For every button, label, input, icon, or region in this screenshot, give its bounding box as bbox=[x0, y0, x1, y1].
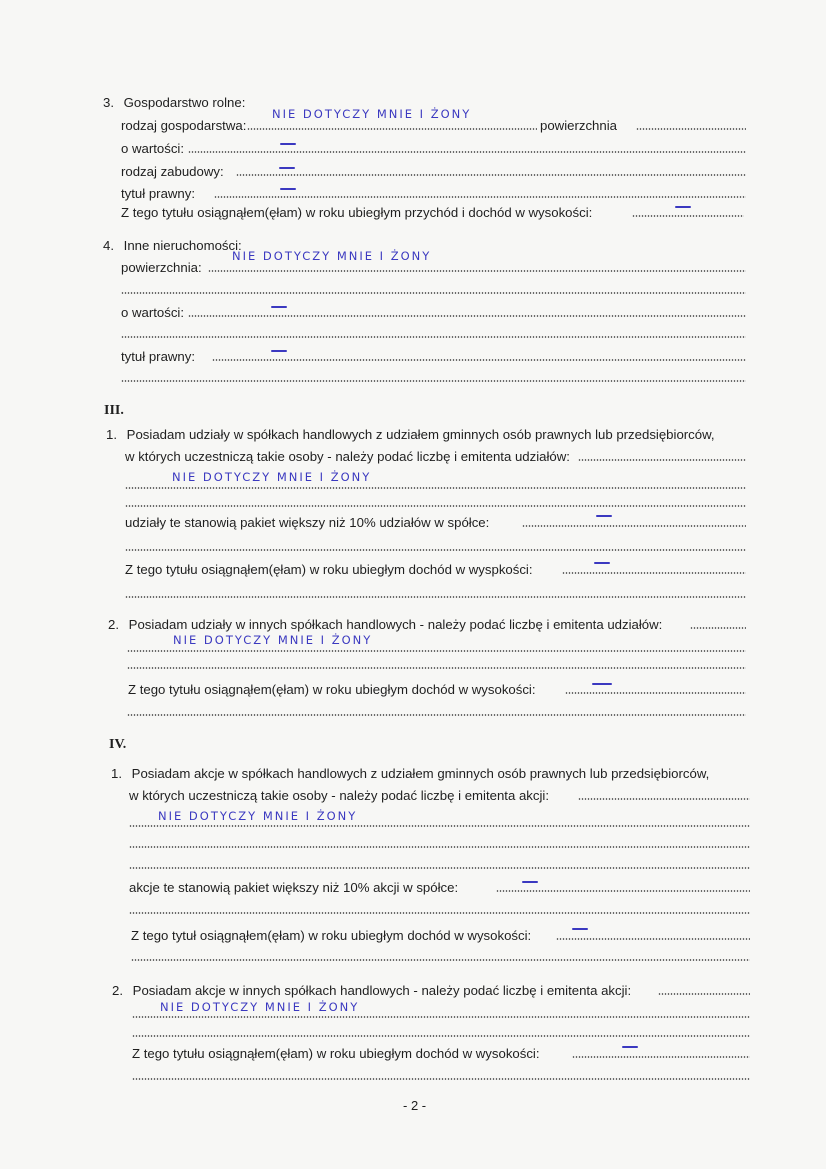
item4-heading-line bbox=[103, 236, 242, 256]
page-number: - 2 - bbox=[403, 1098, 427, 1113]
farm-type-label: rodzaj gospodarstwa: bbox=[121, 118, 247, 133]
continuation-line[interactable] bbox=[121, 380, 746, 382]
continuation-line[interactable] bbox=[129, 867, 750, 869]
stocks-field-line[interactable] bbox=[129, 825, 750, 827]
other-value-field[interactable] bbox=[188, 315, 746, 317]
item-number: 4. bbox=[103, 238, 114, 253]
continuation-line[interactable] bbox=[125, 596, 746, 598]
farm-type-handwritten: NIE DOTYCZY MNIE I ŻONY bbox=[272, 107, 472, 121]
item-text: Posiadam akcje w spółkach handlowych z udziałem gminnych osób prawnych lub przedsiębiorców, bbox=[131, 766, 710, 781]
section-heading-IV: IV. bbox=[109, 737, 127, 752]
other-area-field[interactable] bbox=[208, 270, 746, 272]
section-heading-III: III. bbox=[104, 403, 124, 418]
handwritten-dash bbox=[280, 188, 296, 190]
continuation-line[interactable] bbox=[132, 1035, 750, 1037]
sec4-item1-line2: w których uczestniczą takie osoby - należy podać liczbę i emitenta akcji: bbox=[129, 788, 549, 803]
continuation-line[interactable] bbox=[127, 667, 746, 669]
sec3-item2-income-field[interactable] bbox=[565, 692, 746, 694]
stocks-field[interactable] bbox=[578, 798, 750, 800]
bleed-through-text bbox=[120, 58, 320, 68]
handwritten-dash bbox=[594, 562, 610, 564]
pakiet-label: udziały te stanowią pakiet większy niż 10% udziałów w spółce: bbox=[125, 515, 490, 530]
other-shares-field-line[interactable] bbox=[127, 650, 746, 652]
continuation-line[interactable] bbox=[129, 912, 750, 914]
area-field[interactable] bbox=[636, 128, 746, 130]
stocks-pakiet-field[interactable] bbox=[496, 890, 750, 892]
income-label: Z tego tytułu osiągnąłem(ęłam) w roku ubiegłym przychód i dochód w wysokości: bbox=[121, 205, 593, 220]
continuation-line[interactable] bbox=[131, 959, 750, 961]
handwritten-dash bbox=[522, 881, 538, 883]
handwritten-dash bbox=[271, 306, 287, 308]
sec4-item2-income-field[interactable] bbox=[572, 1056, 750, 1058]
legal-title-label: tytuł prawny: bbox=[121, 186, 196, 201]
continuation-line[interactable] bbox=[132, 1078, 750, 1080]
other-shares-handwritten: NIE DOTYCZY MNIE I ŻONY bbox=[173, 633, 373, 647]
income-field[interactable] bbox=[632, 215, 744, 217]
farm-type-field[interactable] bbox=[247, 128, 537, 130]
handwritten-dash bbox=[271, 350, 287, 352]
shares-handwritten: NIE DOTYCZY MNIE I ŻONY bbox=[172, 470, 372, 484]
continuation-line[interactable] bbox=[121, 336, 746, 338]
sec3-income-field[interactable] bbox=[562, 572, 746, 574]
shares-field-line[interactable] bbox=[125, 487, 746, 489]
handwritten-dash bbox=[280, 143, 296, 145]
other-stocks-field[interactable] bbox=[658, 993, 750, 995]
handwritten-dash bbox=[622, 1046, 638, 1048]
continuation-line[interactable] bbox=[125, 549, 746, 551]
other-title-field[interactable] bbox=[212, 359, 746, 361]
sec4-item2-income-label: Z tego tytułu osiągnąłem(ęłam) w roku ubiegłym dochód w wysokości: bbox=[132, 1046, 540, 1061]
sec4-income-label: Z tego tytuł osiągnąłem(ęłam) w roku ubiegłym dochód w wysokości: bbox=[131, 928, 532, 943]
sec3-item2-income-label: Z tego tytułu osiągnąłem(ęłam) w roku ubiegłym dochód w wysokości: bbox=[128, 682, 536, 697]
continuation-line[interactable] bbox=[129, 846, 750, 848]
sec4-item1-line1 bbox=[111, 764, 709, 784]
sec4-item2-line1 bbox=[112, 981, 631, 1001]
other-area-handwritten: NIE DOTYCZY MNIE I ŻONY bbox=[232, 249, 432, 263]
other-stocks-handwritten: NIE DOTYCZY MNIE I ŻONY bbox=[160, 1000, 360, 1014]
sec3-item1-line2: w których uczestniczą takie osoby - należy podać liczbę i emitenta udziałów: bbox=[125, 449, 570, 464]
handwritten-dash bbox=[572, 928, 588, 930]
sec3-income-label: Z tego tytułu osiągnąłem(ęłam) w roku ubiegłym dochód w wyspkości: bbox=[125, 562, 533, 577]
building-field[interactable] bbox=[236, 174, 746, 176]
item-number: 2. bbox=[108, 617, 119, 632]
continuation-line[interactable] bbox=[121, 292, 746, 294]
item-number: 2. bbox=[112, 983, 123, 998]
item-number: 3. bbox=[103, 95, 114, 110]
continuation-line[interactable] bbox=[127, 714, 746, 716]
item-number: 1. bbox=[111, 766, 122, 781]
sec4-income-field[interactable] bbox=[556, 938, 750, 940]
pakiet-field[interactable] bbox=[522, 525, 746, 527]
area-label: powierzchnia bbox=[540, 118, 617, 133]
item-heading: Gospodarstwo rolne: bbox=[123, 95, 246, 110]
stocks-handwritten: NIE DOTYCZY MNIE I ŻONY bbox=[158, 809, 358, 823]
other-value-label: o wartości: bbox=[121, 305, 185, 320]
other-shares-field[interactable] bbox=[690, 627, 746, 629]
handwritten-dash bbox=[592, 683, 612, 685]
value-field[interactable] bbox=[188, 151, 746, 153]
sec3-item1-line1 bbox=[106, 425, 715, 445]
stocks-pakiet-label: akcje te stanowią pakiet większy niż 10% akcji w spółce: bbox=[129, 880, 459, 895]
other-stocks-field-line[interactable] bbox=[132, 1016, 750, 1018]
handwritten-dash bbox=[279, 167, 295, 169]
sec3-item2-line1 bbox=[108, 615, 662, 635]
building-label: rodzaj zabudowy: bbox=[121, 164, 224, 179]
item3-heading-line bbox=[103, 93, 245, 113]
legal-title-field[interactable] bbox=[214, 196, 746, 198]
item-heading: Inne nieruchomości: bbox=[123, 238, 242, 253]
continuation-line[interactable] bbox=[125, 505, 746, 507]
item-text: Posiadam akcje w innych spółkach handlowych - należy podać liczbę i emitenta akcji: bbox=[132, 983, 632, 998]
item-text: Posiadam udziały w spółkach handlowych z udziałem gminnych osób prawnych lub przedsiębiorców, bbox=[126, 427, 715, 442]
value-label: o wartości: bbox=[121, 141, 185, 156]
item-text: Posiadam udziały w innych spółkach handlowych - należy podać liczbę i emitenta udziałów: bbox=[128, 617, 663, 632]
other-area-label: powierzchnia: bbox=[121, 260, 202, 275]
shares-field[interactable] bbox=[578, 459, 746, 461]
item-number: 1. bbox=[106, 427, 117, 442]
other-title-label: tytuł prawny: bbox=[121, 349, 196, 364]
handwritten-dash bbox=[675, 206, 691, 208]
handwritten-dash bbox=[596, 515, 612, 517]
